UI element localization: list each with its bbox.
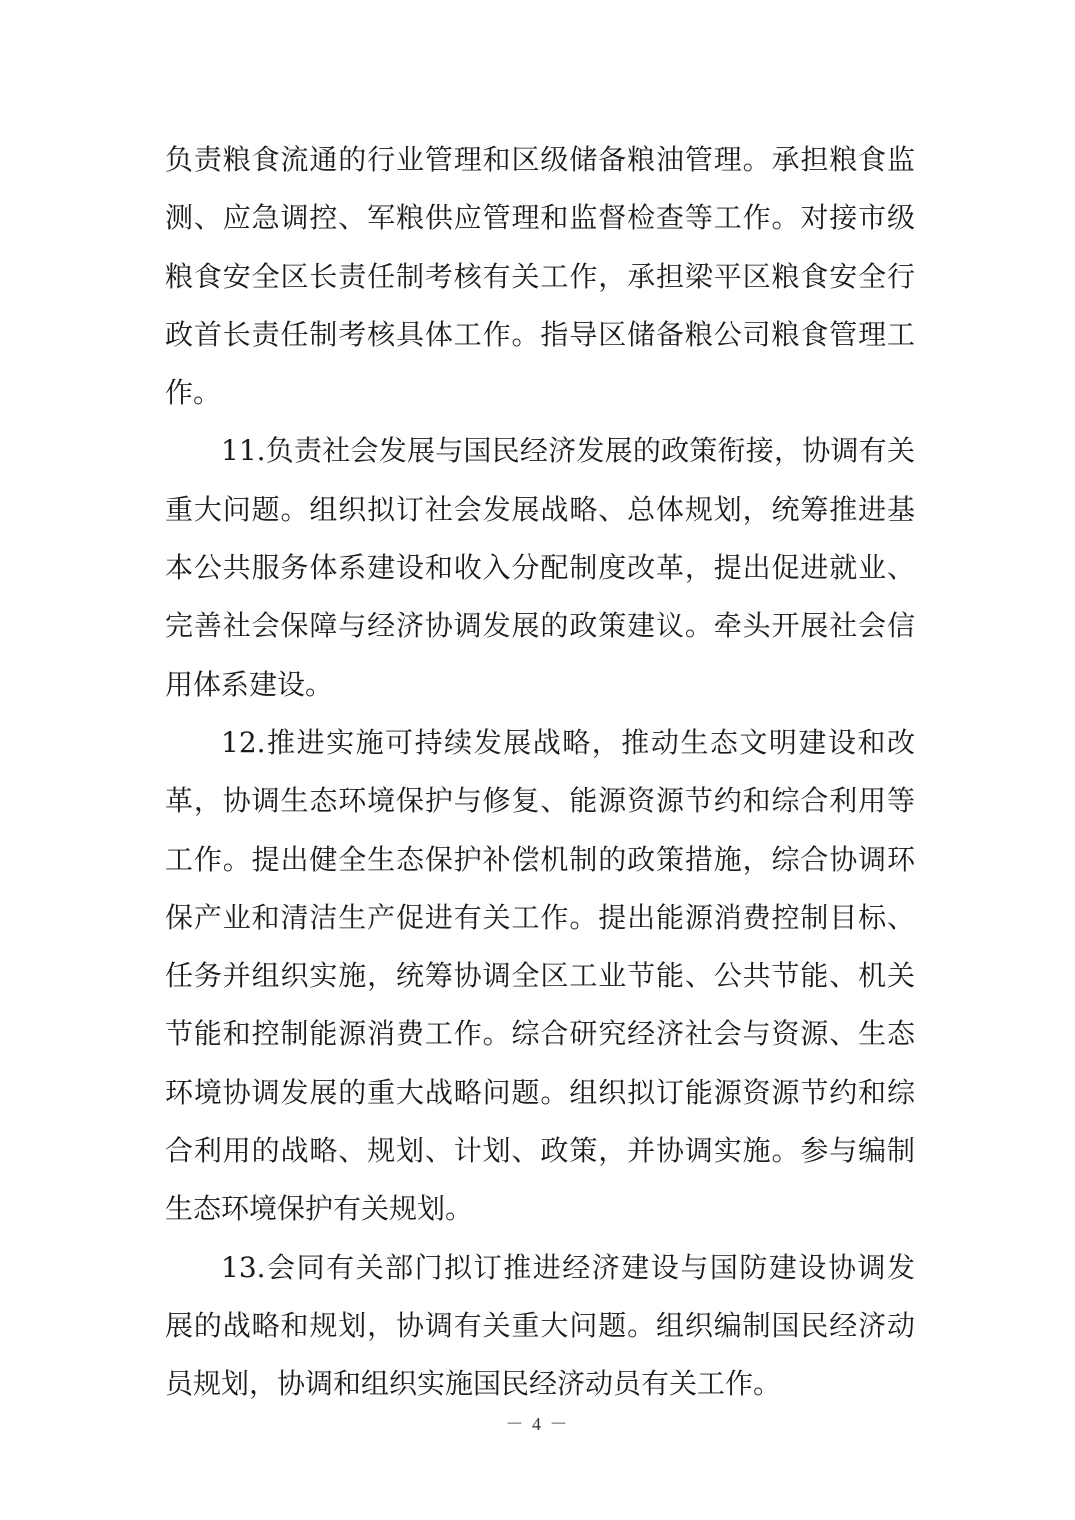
text-line: 12.推进实施可持续发展战略，推动生态文明建设和改 bbox=[221, 725, 915, 759]
text-line: 革，协调生态环境保护与修复、能源资源节约和综合利用等 bbox=[165, 784, 915, 818]
text-line: 生态环境保护有关规划。 bbox=[165, 1192, 474, 1226]
text-line: 环境协调发展的重大战略问题。组织拟订能源资源节约和综 bbox=[165, 1075, 915, 1109]
paragraph-grain-management bbox=[165, 131, 915, 422]
text-line: 完善社会保障与经济协调发展的政策建议。牵头开展社会信 bbox=[165, 609, 915, 643]
text-line: 展的战略和规划，协调有关重大问题。组织编制国民经济动 bbox=[165, 1308, 915, 1342]
text-line: 保产业和清洁生产促进有关工作。提出能源消费控制目标、 bbox=[165, 900, 915, 934]
text-line: 任务并组织实施，统筹协调全区工业节能、公共节能、机关 bbox=[165, 959, 915, 993]
text-line: 13.会同有关部门拟订推进经济建设与国防建设协调发 bbox=[221, 1250, 915, 1284]
text-line: 用体系建设。 bbox=[165, 667, 334, 701]
text-line: 作。 bbox=[165, 376, 222, 410]
body-text bbox=[165, 131, 915, 1414]
paragraph-item-11 bbox=[165, 422, 915, 713]
text-line: 粮食安全区长责任制考核有关工作，承担梁平区粮食安全行 bbox=[165, 259, 915, 293]
page-number: － 4 － bbox=[505, 1414, 570, 1434]
text-line: 合利用的战略、规划、计划、政策，并协调实施。参与编制 bbox=[165, 1134, 915, 1168]
text-line: 政首长责任制考核具体工作。指导区储备粮公司粮食管理工 bbox=[165, 317, 915, 351]
paragraph-item-12 bbox=[165, 714, 915, 1239]
text-line: 节能和控制能源消费工作。综合研究经济社会与资源、生态 bbox=[165, 1017, 915, 1051]
text-line: 本公共服务体系建设和收入分配制度改革，提出促进就业、 bbox=[165, 551, 915, 585]
text-line: 员规划，协调和组织实施国民经济动员有关工作。 bbox=[165, 1367, 782, 1401]
text-line: 负责粮食流通的行业管理和区级储备粮油管理。承担粮食监 bbox=[165, 143, 915, 176]
paragraph-item-13 bbox=[165, 1239, 915, 1414]
text-line: 测、应急调控、军粮供应管理和监督检查等工作。对接市级 bbox=[165, 201, 915, 235]
text-line: 工作。提出健全生态保护补偿机制的政策措施，综合协调环 bbox=[165, 842, 915, 876]
text-line: 11.负责社会发展与国民经济发展的政策衔接，协调有关 bbox=[221, 434, 915, 468]
text-line: 重大问题。组织拟订社会发展战略、总体规划，统筹推进基 bbox=[165, 492, 915, 526]
